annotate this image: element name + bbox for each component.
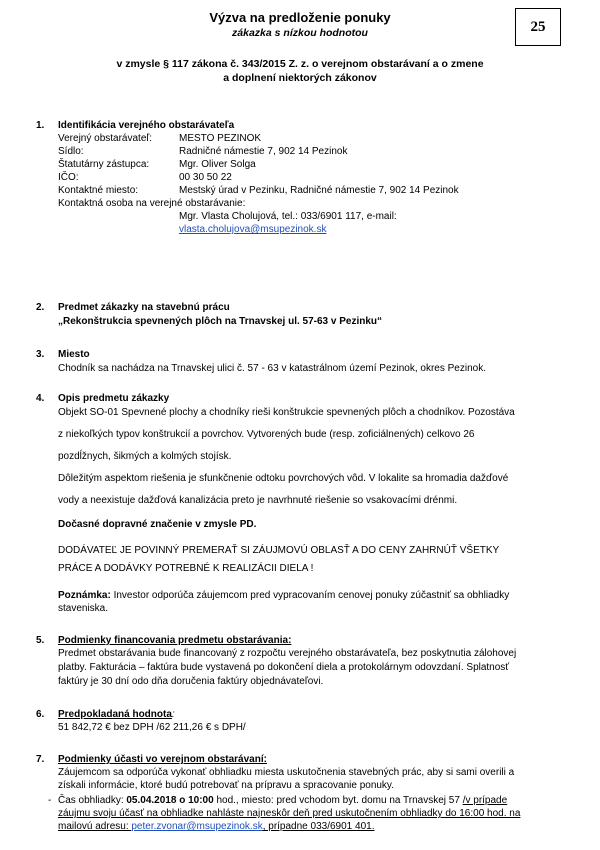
financing-line: platby. Fakturácia – faktúra bude vystavená po dokončení diela a protokolárnym odovzdaní. Splatnosť xyxy=(58,662,510,673)
section-5-heading: Podmienky financovania predmetu obstarávania: xyxy=(58,635,292,646)
value-seat: Radničné námestie 7, 902 14 Pezinok xyxy=(179,146,348,157)
description-line: vody a neexistuje dažďová kanalizácia preto je navrhnuté riešenie so vsakovacími drénmi. xyxy=(58,495,458,506)
section-3-heading: Miesto xyxy=(58,349,90,360)
note-label: Poznámka: xyxy=(58,590,111,601)
label-contracting-authority: Verejný obstarávateľ: xyxy=(58,133,153,144)
label-contact-point: Kontaktné miesto: xyxy=(58,185,139,196)
visit-email-link[interactable]: peter.zvonar@msupezinok.sk xyxy=(131,821,263,832)
description-line: z niekoľkých typov konštrukcií a povrchov. Vytvorených bude (resp. zoficiálnených) celkovo 26 xyxy=(58,429,475,440)
document-title: Výzva na predloženie ponuky xyxy=(209,10,391,25)
section-7-heading: Podmienky účasti vo verejnom obstarávaní: xyxy=(58,754,267,765)
section-6-colon: : xyxy=(171,709,175,720)
participation-line: Záujemcom sa odporúča vykonať obhliadku miesta uskutočnenia stavebných prác, aby si sami overili a xyxy=(58,767,515,778)
description-line: Dôležitým aspektom riešenia je sfunkčnenie odtoku povrchových vôd. V lokalite sa hromadia dažďové xyxy=(58,473,509,484)
description-line: pozdĺžnych, šikmých a kolmých stojísk. xyxy=(58,451,232,462)
location-text: Chodník sa nachádza na Trnavskej ulici č. 57 - 63 v katastrálnom území Pezinok, okres Pezinok. xyxy=(58,363,486,374)
visit-time-line xyxy=(58,795,507,807)
traffic-marking-note: Dočasné dopravné značenie v zmysle PD. xyxy=(58,519,257,530)
section-1-number: 1. xyxy=(36,120,45,131)
label-contact-person: Kontaktná osoba na verejné obstarávanie: xyxy=(58,198,246,209)
visit-contact-prefix: mailovú adresu: xyxy=(58,821,132,832)
contact-email-link[interactable]: vlasta.cholujova@msupezinok.sk xyxy=(179,224,327,235)
section-3-number: 3. xyxy=(36,349,45,360)
visit-prefix: Čas obhliadky: xyxy=(58,795,127,806)
section-6-heading-line xyxy=(58,709,175,721)
section-5-number: 5. xyxy=(36,635,45,646)
value-statutory-rep: Mgr. Oliver Solga xyxy=(179,159,256,170)
contract-subject: „Rekonštrukcia spevnených plôch na Trnavskej ul. 57-63 v Pezinku“ xyxy=(58,316,383,327)
label-seat: Sídlo: xyxy=(58,146,84,157)
section-6-number: 6. xyxy=(36,709,45,720)
visit-date: 05.04.2018 o 10:00 xyxy=(126,795,214,806)
page-number-badge: 25 xyxy=(515,8,561,46)
estimated-value: 51 842,72 € bez DPH /62 211,26 € s DPH/ xyxy=(58,722,246,733)
legal-basis-line-2: a doplnení niektorých zákonov xyxy=(223,72,377,84)
value-ico: 00 30 50 22 xyxy=(179,172,232,183)
section-4-heading: Opis predmetu zákazky xyxy=(58,393,170,404)
label-statutory-rep: Štatutárny zástupca: xyxy=(58,159,150,170)
note-text: Investor odporúča záujemcom pred vypracovaním cenovej ponuky zúčastniť sa obhliadky xyxy=(110,590,510,601)
value-contact-point: Mestský úrad v Pezinku, Radničné námestie 7, 902 14 Pezinok xyxy=(179,185,459,196)
visit-contact-suffix: , prípadne 033/6901 401. xyxy=(262,821,375,832)
section-6-heading: Predpokladaná hodnota xyxy=(58,709,172,720)
visit-contact-line xyxy=(58,821,374,833)
section-2-heading: Predmet zákazky na stavebnú prácu xyxy=(58,302,230,313)
value-contact-person: Mgr. Vlasta Cholujová, tel.: 033/6901 117, e-mail: xyxy=(179,211,397,222)
legal-basis-line-1: v zmysle § 117 zákona č. 343/2015 Z. z. o verejnom obstarávaní a o zmene xyxy=(116,58,484,70)
visit-place: hod., miesto: pred vchodom byt. domu na Trnavskej 57 xyxy=(213,795,463,806)
financing-line: Predmet obstarávania bude financovaný z rozpočtu verejného obstarávateľa, bez poskytnutia zálohovej xyxy=(58,648,517,659)
value-contracting-authority: MESTO PEZINOK xyxy=(179,133,262,144)
document-subtitle: zákazka s nízkou hodnotou xyxy=(232,27,368,39)
label-ico: IČO: xyxy=(58,172,79,183)
visit-note-line: záujmu svoju účasť na obhliadke nahláste najneskôr deň pred uskutočnením obhliadky do 16:00 hod. na xyxy=(58,808,521,819)
financing-line: faktúry je 30 dní odo dňa doručenia faktúry objednávateľovi. xyxy=(58,676,324,687)
section-7-number: 7. xyxy=(36,754,45,765)
participation-line: získali informácie, ktoré budú potrebovať na prípravu a spracovanie ponuky. xyxy=(58,780,394,791)
note-line-2: staveniska. xyxy=(58,603,109,614)
contractor-warning-line: DODÁVATEĽ JE POVINNÝ PREMERAŤ SI ZÁUJMOVÚ OBLASŤ A DO CENY ZAHRNÚŤ VŠETKY xyxy=(58,545,500,556)
section-4-number: 4. xyxy=(36,393,45,404)
section-1-heading: Identifikácia verejného obstarávateľa xyxy=(58,120,235,131)
description-line: Objekt SO-01 Spevnené plochy a chodníky rieši konštrukcie spevnených plôch a chodníkov. Pozostáva xyxy=(58,407,515,418)
bullet-dash: - xyxy=(48,795,52,806)
visit-note-start: /v prípade xyxy=(462,795,508,806)
section-2-number: 2. xyxy=(36,302,45,313)
note-line xyxy=(58,590,509,602)
contractor-warning-line: PRÁCE A DODÁVKY POTREBNÉ K REALIZÁCII DIELA ! xyxy=(58,563,314,574)
